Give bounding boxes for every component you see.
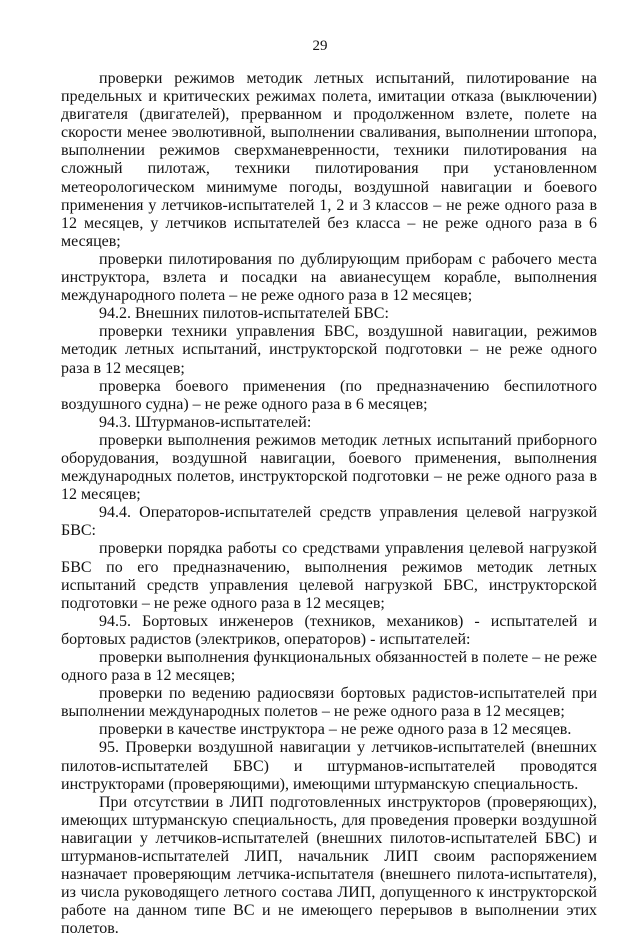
- paragraph-no-instructors-provision: При отсутствии в ЛИП подготовленных инструкторов (проверяющих), имеющих штурманскую специальность, для проведения проверки воздушной навигации у летчиков-испытателей (внешних пилотов-испытателей БВС) и штурманов-испытателей ЛИП, начальник ЛИП своим распоряжением назначает проверяющим летчика-испытателя (внешнего пилота-испытателя), из числа руководящего летного состава ЛИП, допущенного к инструкторской работе на данном типе ВС и не имеющего перерывов в выполнении этих полетов.: [61, 793, 597, 938]
- paragraph-uav-combat-checks: проверка боевого применения (по предназначению беспилотного воздушного судна) – не реже одного раза в 6 месяцев;: [61, 377, 597, 413]
- section-paragraph-95: 95. Проверки воздушной навигации у летчиков-испытателей (внешних пилотов-испытателей БВС) и штурманов-испытателей проводятся инструкторами (проверяющими), имеющими штурманскую специальность.: [61, 739, 597, 793]
- section-heading-94-4: 94.4. Операторов-испытателей средств управления целевой нагрузкой БВС:: [61, 504, 597, 540]
- page-number: 29: [312, 38, 328, 54]
- paragraph-test-flights-checks: проверки режимов методик летных испытаний, пилотирование на предельных и критических режимах полета, имитации отказа (выключении) двигателя (двигателей), прерванном и продолженном взлете, полете на скорости менее эволютивной, выполнении сваливания, выполнении штопора, выполнении режимов сверхманевренности, техники пилотирования на сложный пилотаж, техники пилотирования при установленном метеорологическом минимуме погоды, воздушной навигации и боевого применения у летчиков-испытателей 1, 2 и 3 классов – не реже одного раза в 12 месяцев, у летчиков испытателей без класса – не реже одного раза в 6 месяцев;: [61, 70, 597, 250]
- paragraph-instructor-checks: проверки в качестве инструктора – не реже одного раза в 12 месяцев.: [99, 721, 572, 739]
- paragraph-backup-instruments-checks: проверки пилотирования по дублирующим приборам с рабочего места инструктора, взлета и посадки на авианесущем корабле, выполнения международного полета – не реже одного раза в 12 месяцев;: [61, 250, 597, 305]
- paragraph-flight-duties-checks: проверки выполнения функциональных обязанностей в полете – не реже одного раза в 12 месяцев;: [61, 649, 597, 685]
- paragraph-navigator-checks: проверки выполнения режимов методик летных испытаний приборного оборудования, воздушной навигации, боевого применения, выполнения международных полетов, инструкторской подготовки – не реже одного раза в 12 месяцев;: [61, 431, 597, 504]
- section-heading-94-3: 94.3. Штурманов-испытателей:: [99, 413, 312, 431]
- section-heading-94-2: 94.2. Внешних пилотов-испытателей БВС:: [99, 305, 389, 323]
- paragraph-uav-control-checks: проверки техники управления БВС, воздушной навигации, режимов методик летных испытаний, инструкторской подготовки – не реже одного раза в 12 месяцев;: [61, 323, 597, 377]
- paragraph-payload-operator-checks: проверки порядка работы со средствами управления целевой нагрузкой БВС по его предназначению, выполнения режимов методик летных испытаний средств управления целевой нагрузкой БВС, инструкторской подготовки – не реже одного раза в 12 месяцев;: [61, 540, 597, 612]
- section-heading-94-5: 94.5. Бортовых инженеров (техников, механиков) - испытателей и бортовых радистов (электриков, операторов) - испытателей:: [61, 612, 597, 648]
- paragraph-radio-checks: проверки по ведению радиосвязи бортовых радистов-испытателей при выполнении международных полетов – не реже одного раза в 12 месяцев;: [61, 685, 597, 721]
- document-body: [61, 70, 597, 939]
